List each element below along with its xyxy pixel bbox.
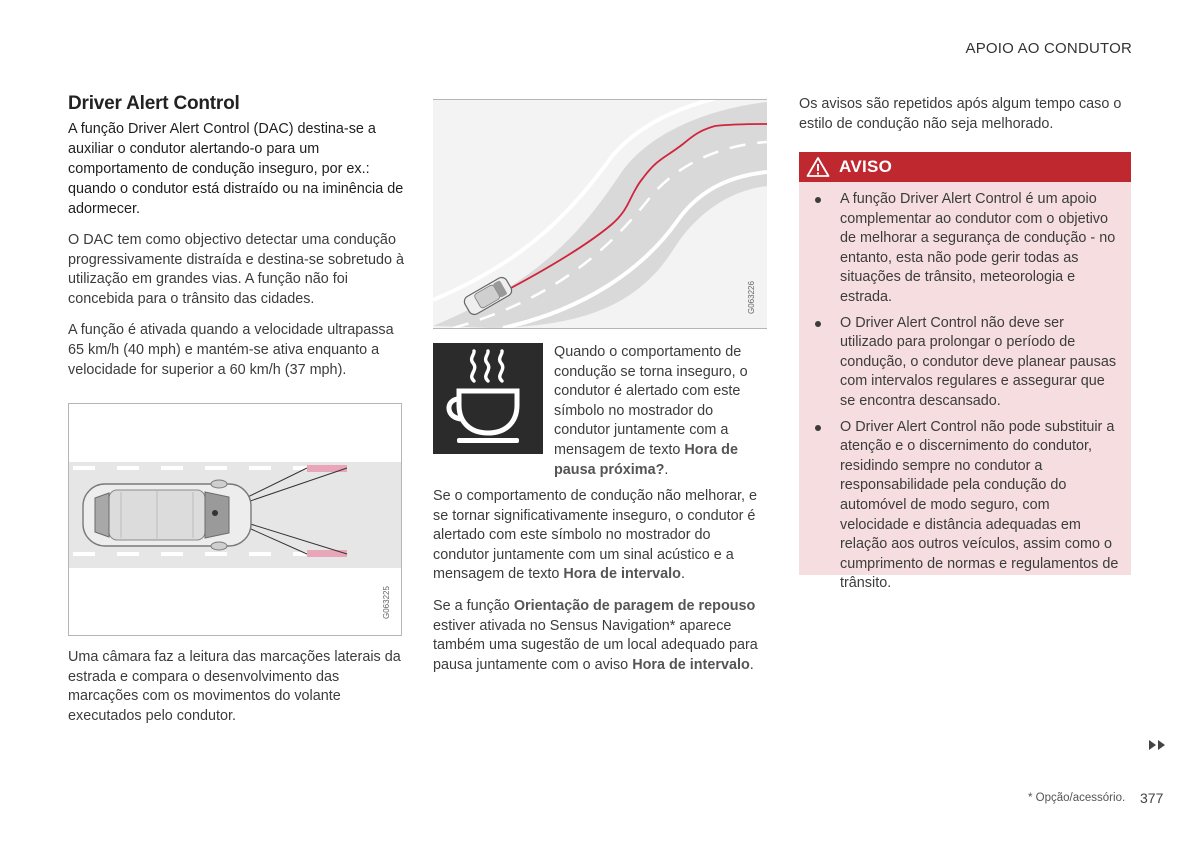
warning-title: AVISO [839, 157, 893, 176]
figure-code: G063225 [382, 586, 391, 619]
paragraph-dac-purpose: O DAC tem como objectivo detectar uma condução progressivamente distraída e destina-se sobretudo à utilização em grandes vias. A função não foi concebida para o trânsito das cidades. [68, 232, 404, 307]
camera-lane-illustration [69, 404, 401, 635]
camera-lane-figure [68, 403, 402, 636]
double-chevron-right-icon[interactable] [1148, 737, 1166, 755]
figure-code: G063226 [747, 281, 756, 314]
paragraph-camera: Uma câmara faz a leitura das marcações laterais da estrada e compara o desenvolvimento das marcações com os movimentos do volante executados pelo condutor. [68, 649, 401, 724]
paragraph-break-soon: Quando o comportamento de condução se torna inseguro, o condutor é alertado com este símbolo no mostrador do condutor juntamente com a mensagem de texto Hora de pausa próxima?. [554, 344, 748, 478]
paragraph-rest-stop: Se a função Orientação de paragem de repouso estiver ativada no Sensus Navigation* aparece também uma sugestão de um local adequado para pausa juntamente com o aviso Hora de intervalo. [433, 597, 758, 673]
detected-marking-bottom [307, 550, 347, 557]
warning-item: A função Driver Alert Control é um apoio complementar ao condutor com o objetivo de melhorar a segurança de condução - no entanto, esta não pode gerir todas as situações de trânsito, meteorologia e estrada. [815, 190, 1119, 308]
paragraph-break-time: Se o comportamento de condução não melhorar, e se tornar significativamente inseguro, o condutor é alertado com este símbolo no mostrador do condutor juntamente com um sinal acústico e a mensagem de texto Hora de intervalo. [433, 488, 757, 583]
lead-paragraph: A função Driver Alert Control (DAC) destina-se a auxiliar o condutor alertando-o para um comportamento de condução inseguro, por ex.: quando o condutor está distraído ou na iminência de adormecer. [68, 121, 404, 217]
warning-item: O Driver Alert Control não pode substituir a atenção e o discernimento do condutor, residindo sempre no condutor a responsabilidade pela condução do automóvel de modo seguro, com velocidade e distância adequadas em relação aos outros veículos, assim como o cumprimento de normas e regulamentos de trânsito. [815, 418, 1119, 594]
winding-road-illustration [433, 100, 767, 328]
column-2-text [433, 487, 767, 687]
column-1 [68, 93, 404, 392]
car-top-view [83, 480, 251, 550]
section-header: APOIO AO CONDUTOR [965, 40, 1132, 57]
coffee-symbol [433, 343, 543, 454]
warning-triangle-icon [803, 154, 833, 180]
warning-list [799, 182, 1131, 594]
paragraph-activation: A função é ativada quando a velocidade ultrapassa 65 km/h (40 mph) e mantém-se ativa enquanto a velocidade for superior a 60 km/h (37 mph). [68, 322, 394, 378]
page-title: Driver Alert Control [68, 93, 240, 114]
warning-box [799, 152, 1131, 592]
warning-header [799, 152, 1131, 182]
coffee-cup-icon [433, 343, 543, 454]
detected-marking-top [307, 465, 347, 472]
paragraph-repeat-warnings: Os avisos são repetidos após algum tempo caso o estilo de condução não seja melhorado. [799, 96, 1122, 132]
page-number: 377 [1140, 790, 1164, 806]
warning-item: O Driver Alert Control não deve ser utilizado para prolongar o período de condução, o condutor deve planear pausas com intervalos regulares e assegurar que se encontra descansado. [815, 314, 1119, 412]
winding-road-figure [433, 99, 767, 329]
footnote: * Opção/acessório. [1028, 792, 1126, 804]
